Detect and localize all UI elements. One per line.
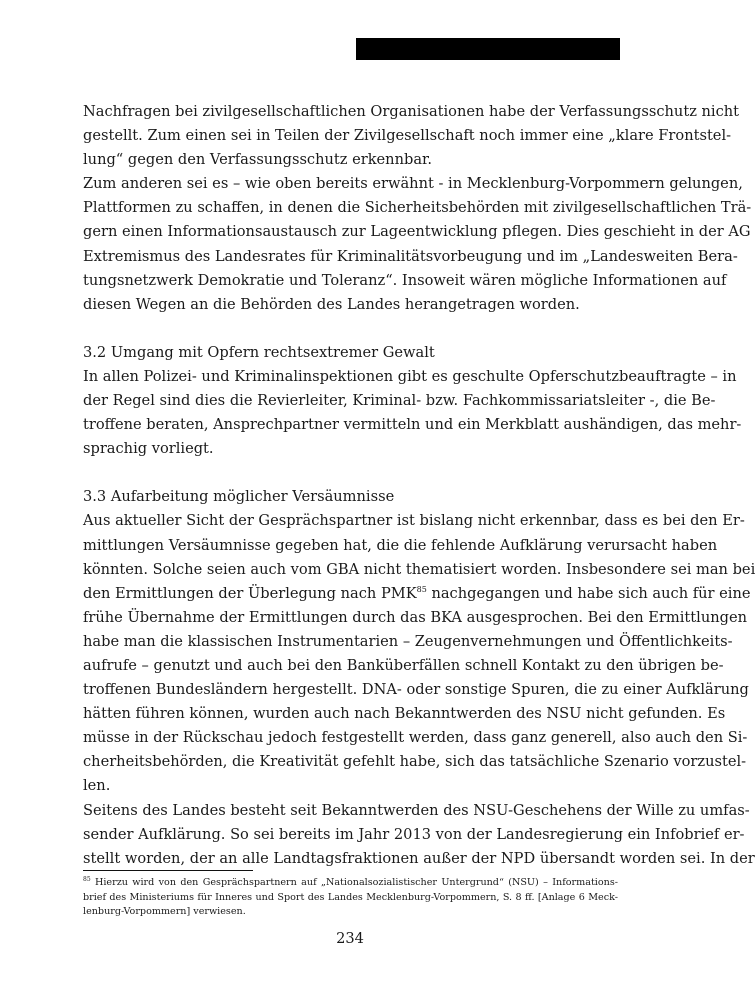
text-line: sprachig vorliegt. bbox=[83, 440, 214, 458]
section-heading: 3.2 Umgang mit Opfern rechtsextremer Gewalt bbox=[83, 343, 435, 361]
footnote-line bbox=[83, 876, 618, 891]
text-fragment: den Ermittlungen der Überlegung nach PMK bbox=[83, 584, 417, 602]
text-line: der Regel sind dies die Revierleiter, Kriminal- bzw. Fachkommissariatsleiter -, die Be- bbox=[83, 392, 716, 410]
page-number: 234 bbox=[336, 930, 364, 947]
text-line: frühe Übernahme der Ermittlungen durch das BKA ausgesprochen. Bei den Ermittlungen bbox=[83, 608, 748, 626]
text-line: stellt worden, der an alle Landtagsfraktionen außer der NPD übersandt worden sei. In der bbox=[83, 849, 755, 867]
text-line-with-footnote bbox=[83, 582, 751, 606]
text-line: Plattformen zu schaffen, in denen die Sicherheitsbehörden mit zivilgesellschaftlichen Trä- bbox=[83, 199, 752, 217]
footnote-divider bbox=[83, 870, 253, 871]
text-line: könnten. Solche seien auch vom GBA nicht thematisiert worden. Insbesondere sei man bei bbox=[83, 560, 755, 578]
text-line: diesen Wegen an die Behörden des Landes herangetragen worden. bbox=[83, 295, 580, 313]
text-fragment: nachgegangen und habe sich auch für eine bbox=[426, 584, 751, 602]
footnote-text: Hierzu wird von den Gesprächspartnern auf „Nationalsozialistischer Untergrund“ (NSU) – Informations- bbox=[90, 877, 618, 888]
text-line: Zum anderen sei es – wie oben bereits erwähnt - in Mecklenburg-Vorpommern gelungen, bbox=[83, 175, 743, 193]
text-line: gestellt. Zum einen sei in Teilen der Zivilgesellschaft noch immer eine „klare Frontstel- bbox=[83, 127, 732, 145]
section-heading: 3.3 Aufarbeitung möglicher Versäumnisse bbox=[83, 488, 395, 506]
text-line: Seitens des Landes besteht seit Bekanntwerden des NSU-Geschehens der Wille zu umfas- bbox=[83, 801, 750, 819]
text-line: sender Aufklärung. So sei bereits im Jahr 2013 von der Landesregierung ein Infobrief er- bbox=[83, 825, 745, 843]
footnote-reference[interactable]: 85 bbox=[416, 584, 427, 594]
footnote-line: lenburg-Vorpommern] verwiesen. bbox=[83, 906, 246, 917]
text-line: troffene beraten, Ansprechpartner vermitteln und ein Merkblatt aushändigen, das mehr- bbox=[83, 416, 742, 434]
text-line: hätten führen können, wurden auch nach Bekanntwerden des NSU nicht gefunden. Es bbox=[83, 705, 726, 723]
text-line: Nachfragen bei zivilgesellschaftlichen Organisationen habe der Verfassungsschutz nicht bbox=[83, 103, 740, 120]
text-line: Extremismus des Landesrates für Kriminalitätsvorbeugung und im „Landesweiten Bera- bbox=[83, 247, 738, 265]
text-line: cherheitsbehörden, die Kreativität gefehlt habe, sich das tatsächliche Szenario vorzustel- bbox=[83, 753, 747, 771]
footnote-number: 85 bbox=[83, 875, 91, 883]
text-line: habe man die klassischen Instrumentarien – Zeugenvernehmungen und Öffentlichkeits- bbox=[83, 632, 733, 650]
text-line: tungsnetzwerk Demokratie und Toleranz“. Insoweit wären mögliche Informationen auf bbox=[83, 271, 727, 289]
text-line: Aus aktueller Sicht der Gesprächspartner ist bislang nicht erkennbar, dass es bei den Er- bbox=[83, 512, 745, 530]
footnote-line: brief des Ministeriums für Inneres und Sport des Landes Mecklenburg-Vorpommern, S. 8 ff. [Anlage 6 Meck- bbox=[83, 891, 618, 903]
text-line: troffenen Bundesländern hergestellt. DNA- oder sonstige Spuren, die zu einer Aufklärung bbox=[83, 681, 749, 699]
text-line: aufrufe – genutzt und auch bei den Banküberfällen schnell Kontakt zu den übrigen be- bbox=[83, 656, 724, 674]
text-line: mittlungen Versäumnisse gegeben hat, die die fehlende Aufklärung verursacht haben bbox=[83, 536, 718, 554]
text-line: len. bbox=[83, 777, 111, 795]
text-line: müsse in der Rückschau jedoch festgestellt werden, dass ganz generell, also auch den Si- bbox=[83, 729, 748, 747]
text-line: lung“ gegen den Verfassungsschutz erkennbar. bbox=[83, 151, 433, 169]
text-line: In allen Polizei- und Kriminalinspektionen gibt es geschulte Opferschutzbeauftragte – in bbox=[83, 367, 737, 385]
document-body bbox=[83, 100, 755, 871]
redaction-bar bbox=[356, 38, 620, 60]
text-line: gern einen Informationsaustausch zur Lageentwicklung pflegen. Dies geschieht in der AG bbox=[83, 223, 751, 241]
footnote bbox=[83, 876, 618, 920]
